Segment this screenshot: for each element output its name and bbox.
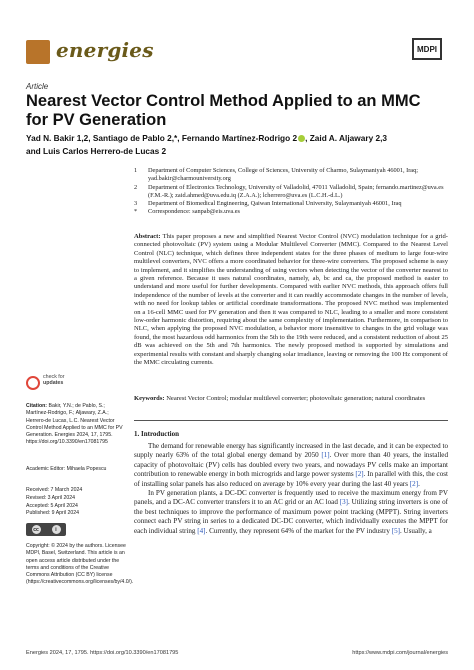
section-divider <box>134 420 448 421</box>
journal-logo <box>26 40 50 64</box>
authors-line2: and Luis Carlos Herrero-de Lucas 2 <box>26 145 167 156</box>
license-text: Copyright: © 2024 by the authors. Licensee MDPI, Basel, Switzerland. This article is an open access article distributed under the terms and conditions of the Creative Commons Attribution (CC BY) license (https://creativecommons.org/licenses/by/4.0/). <box>26 543 134 586</box>
published-date: Published: 9 April 2024 <box>26 510 80 517</box>
affiliation-item: 3 Department of Biomedical Engineering, Qaiwan International University, Sulaymaniyah 46001, Iraq <box>134 200 402 208</box>
publisher-logo: MDPI <box>412 38 442 60</box>
citation-link[interactable]: [2] <box>409 479 419 488</box>
citation-link[interactable]: [5] <box>391 526 400 535</box>
keywords <box>134 395 448 403</box>
authors-line1: Yad N. Bakir 1,2, Santiago de Pablo 2,*, Fernando Martínez-Rodrigo 2 <box>26 133 298 143</box>
journal-name: energies <box>56 38 154 62</box>
cc-license-icon[interactable] <box>26 523 66 536</box>
introduction-body <box>134 442 448 536</box>
affiliations <box>134 167 454 217</box>
by-icon: i <box>52 525 61 534</box>
paper-title: Nearest Vector Control Method Applied to an MMC for PV Generation <box>26 92 421 129</box>
affiliation-item: 2 Department of Electronics Technology, University of Valladolid, 47011 Valladolid, Spain; fernando.martinez@uva.es (F.M.-R.); zaid.ahmed@uva.edu.iq (Z.A.A.); lcherrero@uva.es (L.C.H.-d.L.) <box>134 183 444 199</box>
check-updates-link[interactable]: check for updates <box>43 374 65 387</box>
article-type: Article <box>26 82 49 91</box>
publication-dates <box>26 487 126 518</box>
footer-journal-link[interactable]: https://www.mdpi.com/journal/energies <box>352 650 448 656</box>
accepted-date: Accepted: 5 April 2024 <box>26 502 78 509</box>
paragraph: In PV generation plants, a DC-DC converter is frequently used to receive the maximum energy from PV panels, and a DC-AC converter transfers it to an AC grid or an AC load [3]. Utilizing string inverters is one of the best techniques to improve the performance of maximum power point tracking (MPPT). String inverters connect each PV string in series to a dedicated DC-DC converter, which individually executes the MPPT for each individual string [4]. Currently, they represent 64% of the market for the PV industry [5]. Usually, a <box>134 489 448 535</box>
citation-link[interactable]: [3] <box>339 498 348 507</box>
section-heading: 1. Introduction <box>134 430 179 438</box>
abstract-text: This paper proposes a new and simplified Nearest Vector Control (NVC) modulation technique for a grid-connected photovoltaic (PV) system using a Modular Multilevel Converter (MMC). Compared to the Nearest Level Control (NLC) technique, which defines three independent states for the three phases of medium to large four-wire multilevel converters, NVC offers a more coordinated behavior for three-wire converters. The proposed scheme is easy to implement, and it simplifies the understanding of using vectors when detecting the vector of the converter nearest to a given reference. Because it uses natural coordinates, namely, ab, bc and ca, the proposed method is easier to understand and more useful for further developments. Compared with earlier NVC methods, this approach offers full independence of the number of levels at the converter and it can readily accommodate changes in the number of levels, with no need for lookup tables or artificial coordinate transformations. The proposed NVC method was implemented on a 16-cell MMC used for PV generation and then it was compared to NLC, leading to a smaller and more consistent low-order harmonic distortion, requiring about the same complexity of implementation. Furthermore, in comparison to NLC, when applying the proposed NVC modulation, a behavior more insensitive to changes in the grid voltage was found, the most hazardous odd harmonics from the 5th to the 19th were reduced, and a consistent reduction of about 25 dB was achieved on the 5th and 7th harmonics. The newly proposed method is supported by simulations and experimental results with constant and sharply changing solar irradiance, leaving or removing the 100 Hz component of the MMC circulating currents. <box>134 233 448 367</box>
author-list <box>26 132 456 157</box>
academic-editor: Academic Editor: Mihaela Popescu <box>26 466 107 472</box>
keywords-label: Keywords: <box>134 395 165 402</box>
abstract-label: Abstract: <box>134 233 161 240</box>
cc-icon: cc <box>33 526 39 533</box>
citation <box>26 403 126 447</box>
citation-label: Citation: <box>26 403 48 409</box>
footer-citation: Energies 2024, 17, 1795. https://doi.org/10.3390/en17081795 <box>26 650 179 656</box>
authors-line1b: , Zaid A. Aljawary 2,3 <box>305 133 388 143</box>
keywords-text: Nearest Vector Control; modular multilevel converter; photovoltaic generation; natural coordinates <box>166 395 426 402</box>
received-date: Received: 7 March 2024 <box>26 487 83 493</box>
citation-link[interactable]: [4] <box>197 526 206 535</box>
check-updates-icon[interactable] <box>26 376 40 390</box>
citation-text: Bakir, Y.N.; de Pablo, S.; Martínez-Rodrigo, F.; Aljawary, Z.A.; Herrero-de Lucas, L.C. Nearest Vector Control Method Applied to an MMC for PV Generation. Energies 2024, 17, 1795. https://doi.org/10.3390/en17081795 <box>26 403 123 446</box>
paragraph: The demand for renewable energy has significantly increased in the last decade, and it can be expected to supply nearly 63% of the total global energy demand by 2050 [1]. Over more than 40 years, the installed capacity of photovoltaic (PV) cells has doubled every two years, and nowadays PV cells make an important contribution to renewable energy in both microgrids and large power systems [2]. In parallel with this, the cost of installing solar panels has also reduced on average by 10% every year during the last 40 years [2]. <box>134 442 448 488</box>
citation-link[interactable]: [2] <box>355 470 364 479</box>
citation-link[interactable]: [1] <box>321 451 330 460</box>
correspondence: * Correspondence: sanpab@eis.uva.es <box>134 208 241 216</box>
abstract <box>134 233 448 368</box>
affiliation-item: 1 Department of Computer Sciences, College of Sciences, University of Charmo, Sulaymaniyah 46001, Iraq; yad.bakir@charmouniversity.org <box>134 167 419 183</box>
revised-date: Revised: 3 April 2024 <box>26 494 76 501</box>
